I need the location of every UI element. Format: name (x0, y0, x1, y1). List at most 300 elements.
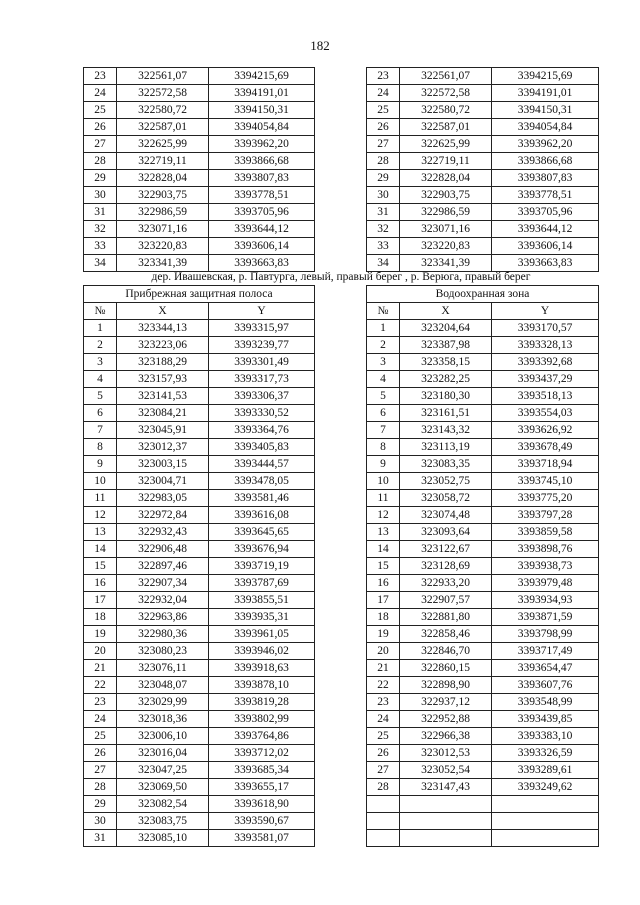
left-point-number: 16 (84, 575, 117, 592)
right-coord-x: 323161,51 (400, 405, 492, 422)
right-coord-y: 3393548,99 (492, 694, 599, 711)
right-coord-y: 3393898,76 (492, 541, 599, 558)
table-row (84, 221, 599, 238)
left-coord-x: 323006,10 (117, 728, 209, 745)
right-coord-y: 3393797,28 (492, 507, 599, 524)
table-gap (315, 119, 367, 136)
left-point-number: 19 (84, 626, 117, 643)
left-coord-x: 323341,39 (117, 255, 209, 272)
left-coord-y: 3393807,83 (209, 170, 315, 187)
table-gap (315, 187, 367, 204)
table-gap (315, 68, 367, 85)
right-point-number: 27 (367, 762, 400, 779)
left-coord-x: 322903,75 (117, 187, 209, 204)
left-coord-y: 3393802,99 (209, 711, 315, 728)
left-coord-x: 323080,23 (117, 643, 209, 660)
table-row (84, 643, 599, 660)
right-coord-y: 3393962,20 (492, 136, 599, 153)
right-point-number: 18 (367, 609, 400, 626)
right-coord-x: 323143,32 (400, 422, 492, 439)
left-coord-x: 322972,84 (117, 507, 209, 524)
right-point-number: 31 (367, 204, 400, 221)
left-coord-y: 3393655,17 (209, 779, 315, 796)
left-coord-y: 3393935,31 (209, 609, 315, 626)
left-coord-y: 3393866,68 (209, 153, 315, 170)
right-coord-x: 323282,25 (400, 371, 492, 388)
left-point-number: 26 (84, 745, 117, 762)
table-row (84, 422, 599, 439)
right-coord-y: 3394150,31 (492, 102, 599, 119)
left-coord-x: 322572,58 (117, 85, 209, 102)
right-point-number: 34 (367, 255, 400, 272)
right-coord-x: 323012,53 (400, 745, 492, 762)
table-row (84, 371, 599, 388)
right-point-number: 26 (367, 745, 400, 762)
right-coord-y: 3393170,57 (492, 320, 599, 337)
right-coord-x: 322986,59 (400, 204, 492, 221)
left-point-number: 8 (84, 439, 117, 456)
right-coord-y: 3393859,58 (492, 524, 599, 541)
right-point-number: 10 (367, 473, 400, 490)
left-coord-y: 3393364,76 (209, 422, 315, 439)
left-coord-x: 322897,46 (117, 558, 209, 575)
bottom-coordinates-table (83, 269, 599, 847)
left-coord-y: 3393764,86 (209, 728, 315, 745)
left-coord-x: 322963,86 (117, 609, 209, 626)
left-coord-x: 322906,48 (117, 541, 209, 558)
table-gap (315, 354, 367, 371)
table-row (84, 136, 599, 153)
left-coord-x: 322932,04 (117, 592, 209, 609)
left-coord-y: 3393712,02 (209, 745, 315, 762)
left-coord-x: 323029,99 (117, 694, 209, 711)
table-gap (315, 371, 367, 388)
left-coord-x: 323071,16 (117, 221, 209, 238)
right-coord-y: 3393866,68 (492, 153, 599, 170)
right-coord-x: 322719,11 (400, 153, 492, 170)
right-point-number: 33 (367, 238, 400, 255)
table-gap (315, 762, 367, 779)
right-coord-x: 323128,69 (400, 558, 492, 575)
left-coord-x: 322561,07 (117, 68, 209, 85)
left-coord-x: 322719,11 (117, 153, 209, 170)
right-coord-x: 322625,99 (400, 136, 492, 153)
left-coord-y: 3393616,08 (209, 507, 315, 524)
table-gap (315, 238, 367, 255)
left-coord-x: 322625,99 (117, 136, 209, 153)
right-coord-x: 323058,72 (400, 490, 492, 507)
left-coord-x: 323141,53 (117, 388, 209, 405)
left-point-number: 25 (84, 728, 117, 745)
left-coord-x: 323085,10 (117, 830, 209, 847)
table-row (84, 456, 599, 473)
table-gap (315, 813, 367, 830)
left-point-number: 2 (84, 337, 117, 354)
right-coord-y: 3393326,59 (492, 745, 599, 762)
table-gap (315, 439, 367, 456)
table-row (84, 762, 599, 779)
table-gap (315, 422, 367, 439)
left-point-number: 11 (84, 490, 117, 507)
right-coord-x: 323220,83 (400, 238, 492, 255)
right-coord-y: 3393626,92 (492, 422, 599, 439)
section-title-row (84, 269, 599, 286)
right-point-number: 23 (367, 68, 400, 85)
table-row (84, 102, 599, 119)
left-point-number: 20 (84, 643, 117, 660)
table-gap (315, 507, 367, 524)
left-coord-x: 323048,07 (117, 677, 209, 694)
left-point-number: 17 (84, 592, 117, 609)
table-gap (315, 575, 367, 592)
left-coord-y: 3393644,12 (209, 221, 315, 238)
right-point-number: 16 (367, 575, 400, 592)
table-row (84, 796, 599, 813)
table-row (84, 68, 599, 85)
table-gap (315, 660, 367, 677)
table-row (84, 541, 599, 558)
left-coord-y: 3393317,73 (209, 371, 315, 388)
right-point-number: 25 (367, 728, 400, 745)
header-y-right: Y (492, 303, 599, 320)
left-coord-y: 3394054,84 (209, 119, 315, 136)
table-gap (315, 745, 367, 762)
right-coord-y: 3393392,68 (492, 354, 599, 371)
right-point-number: 29 (367, 170, 400, 187)
left-point-number: 9 (84, 456, 117, 473)
left-point-number: 28 (84, 153, 117, 170)
table-row (84, 439, 599, 456)
right-coord-x: 322903,75 (400, 187, 492, 204)
right-coord-x: 322907,57 (400, 592, 492, 609)
table-gap (315, 541, 367, 558)
left-coord-x: 322828,04 (117, 170, 209, 187)
table-gap (315, 711, 367, 728)
right-coord-x: 322966,38 (400, 728, 492, 745)
right-coord-y: 3393383,10 (492, 728, 599, 745)
left-coord-y: 3393618,90 (209, 796, 315, 813)
left-coord-y: 3393663,83 (209, 255, 315, 272)
left-point-number: 25 (84, 102, 117, 119)
right-point-number: 17 (367, 592, 400, 609)
right-coord-x: 323113,19 (400, 439, 492, 456)
left-point-number: 29 (84, 796, 117, 813)
left-coord-x: 323076,11 (117, 660, 209, 677)
right-point-number: 26 (367, 119, 400, 136)
right-coord-x: 322898,90 (400, 677, 492, 694)
table-gap (315, 388, 367, 405)
right-coord-y: 3393705,96 (492, 204, 599, 221)
left-coord-y: 3393315,97 (209, 320, 315, 337)
left-coord-x: 322580,72 (117, 102, 209, 119)
right-point-number: 24 (367, 711, 400, 728)
table-gap (315, 337, 367, 354)
header-x-right: X (400, 303, 492, 320)
table-gap (315, 490, 367, 507)
left-coord-y: 3393918,63 (209, 660, 315, 677)
left-point-number: 13 (84, 524, 117, 541)
left-coord-y: 3393705,96 (209, 204, 315, 221)
table-gap (315, 592, 367, 609)
left-point-number: 31 (84, 204, 117, 221)
table-gap (315, 221, 367, 238)
right-point-number (367, 830, 400, 847)
left-coord-x: 322980,36 (117, 626, 209, 643)
right-coord-x: 323122,67 (400, 541, 492, 558)
left-coord-x: 323047,25 (117, 762, 209, 779)
table-row (84, 119, 599, 136)
right-point-number: 14 (367, 541, 400, 558)
right-point-number: 1 (367, 320, 400, 337)
right-coord-y: 3393778,51 (492, 187, 599, 204)
subtitle-row (84, 286, 599, 303)
right-coord-y: 3393717,49 (492, 643, 599, 660)
table-row (84, 405, 599, 422)
table-row (84, 153, 599, 170)
right-subtitle: Водоохранная зона (367, 286, 599, 303)
right-coord-x: 322580,72 (400, 102, 492, 119)
table-gap (315, 286, 367, 303)
right-coord-x: 323147,43 (400, 779, 492, 796)
left-coord-y: 3393581,46 (209, 490, 315, 507)
left-subtitle: Прибрежная защитная полоса (84, 286, 315, 303)
right-coord-y: 3393979,48 (492, 575, 599, 592)
table-gap (315, 320, 367, 337)
right-coord-x: 322952,88 (400, 711, 492, 728)
right-coord-x: 322860,15 (400, 660, 492, 677)
right-coord-y: 3393934,93 (492, 592, 599, 609)
right-point-number: 9 (367, 456, 400, 473)
right-coord-y: 3393807,83 (492, 170, 599, 187)
left-point-number: 12 (84, 507, 117, 524)
right-coord-x: 323071,16 (400, 221, 492, 238)
right-coord-x: 323180,30 (400, 388, 492, 405)
table-row (84, 779, 599, 796)
right-point-number: 2 (367, 337, 400, 354)
right-point-number: 3 (367, 354, 400, 371)
right-point-number: 6 (367, 405, 400, 422)
table-row (84, 728, 599, 745)
right-coord-y: 3393678,49 (492, 439, 599, 456)
left-coord-x: 323157,93 (117, 371, 209, 388)
right-coord-x: 322846,70 (400, 643, 492, 660)
right-point-number: 20 (367, 643, 400, 660)
table-row (84, 320, 599, 337)
table-gap (315, 728, 367, 745)
right-point-number: 28 (367, 779, 400, 796)
table-row (84, 473, 599, 490)
right-coord-x: 323204,64 (400, 320, 492, 337)
right-coord-y: 3393606,14 (492, 238, 599, 255)
left-coord-y: 3393778,51 (209, 187, 315, 204)
table-row (84, 238, 599, 255)
right-point-number: 5 (367, 388, 400, 405)
right-point-number (367, 813, 400, 830)
right-point-number: 7 (367, 422, 400, 439)
right-coord-x (400, 830, 492, 847)
table-gap (315, 558, 367, 575)
right-coord-y: 3393718,94 (492, 456, 599, 473)
left-point-number: 32 (84, 221, 117, 238)
left-point-number: 34 (84, 255, 117, 272)
right-coord-x: 322933,20 (400, 575, 492, 592)
right-coord-y: 3393518,13 (492, 388, 599, 405)
header-row (84, 303, 599, 320)
table-gap (315, 677, 367, 694)
left-point-number: 23 (84, 68, 117, 85)
right-coord-x: 323093,64 (400, 524, 492, 541)
table-gap (315, 830, 367, 847)
left-point-number: 30 (84, 813, 117, 830)
table-gap (315, 473, 367, 490)
table-gap (315, 524, 367, 541)
right-coord-y (492, 830, 599, 847)
right-coord-y: 3393439,85 (492, 711, 599, 728)
table-row (84, 204, 599, 221)
table-gap (315, 456, 367, 473)
left-coord-x: 322986,59 (117, 204, 209, 221)
table-gap (315, 779, 367, 796)
right-coord-x: 323074,48 (400, 507, 492, 524)
left-coord-x: 322932,43 (117, 524, 209, 541)
left-coord-x: 323220,83 (117, 238, 209, 255)
left-point-number: 24 (84, 711, 117, 728)
right-point-number: 19 (367, 626, 400, 643)
left-coord-y: 3393590,67 (209, 813, 315, 830)
left-point-number: 5 (84, 388, 117, 405)
table-gap (315, 796, 367, 813)
right-coord-y: 3393437,29 (492, 371, 599, 388)
left-point-number: 31 (84, 830, 117, 847)
right-point-number: 28 (367, 153, 400, 170)
left-coord-y: 3393581,07 (209, 830, 315, 847)
table-row (84, 660, 599, 677)
table-gap (315, 694, 367, 711)
table-gap (315, 303, 367, 320)
left-coord-y: 3393878,10 (209, 677, 315, 694)
left-point-number: 15 (84, 558, 117, 575)
right-point-number: 22 (367, 677, 400, 694)
right-coord-y: 3393775,20 (492, 490, 599, 507)
left-coord-y: 3393239,77 (209, 337, 315, 354)
right-coord-x: 322858,46 (400, 626, 492, 643)
left-point-number: 27 (84, 762, 117, 779)
table-row (84, 592, 599, 609)
left-coord-y: 3393819,28 (209, 694, 315, 711)
top-coordinates-table (83, 67, 599, 272)
right-coord-x: 322587,01 (400, 119, 492, 136)
table-gap (315, 609, 367, 626)
left-coord-y: 3393676,94 (209, 541, 315, 558)
table-gap (315, 626, 367, 643)
left-coord-x: 323045,91 (117, 422, 209, 439)
left-coord-y: 3393645,65 (209, 524, 315, 541)
left-coord-x: 323016,04 (117, 745, 209, 762)
right-coord-x: 323341,39 (400, 255, 492, 272)
table-row (84, 388, 599, 405)
table-row (84, 354, 599, 371)
right-coord-y: 3393871,59 (492, 609, 599, 626)
left-point-number: 7 (84, 422, 117, 439)
table-gap (315, 153, 367, 170)
left-coord-x: 323084,21 (117, 405, 209, 422)
table-gap (315, 170, 367, 187)
left-coord-y: 3393855,51 (209, 592, 315, 609)
left-coord-y: 3394215,69 (209, 68, 315, 85)
left-coord-y: 3393719,19 (209, 558, 315, 575)
right-point-number: 32 (367, 221, 400, 238)
left-coord-x: 323082,54 (117, 796, 209, 813)
left-coord-y: 3393478,05 (209, 473, 315, 490)
right-coord-x: 322828,04 (400, 170, 492, 187)
header-no-left: № (84, 303, 117, 320)
table-row (84, 694, 599, 711)
right-coord-y: 3393745,10 (492, 473, 599, 490)
table-gap (315, 405, 367, 422)
right-point-number: 24 (367, 85, 400, 102)
table-gap (315, 204, 367, 221)
right-coord-y: 3393644,12 (492, 221, 599, 238)
left-coord-y: 3393606,14 (209, 238, 315, 255)
table-gap (315, 136, 367, 153)
right-point-number: 4 (367, 371, 400, 388)
left-coord-y: 3393301,49 (209, 354, 315, 371)
left-point-number: 4 (84, 371, 117, 388)
table-row (84, 490, 599, 507)
right-coord-x: 323052,54 (400, 762, 492, 779)
table-row (84, 85, 599, 102)
table-row (84, 575, 599, 592)
right-point-number: 11 (367, 490, 400, 507)
right-coord-y: 3393554,03 (492, 405, 599, 422)
left-coord-x: 323069,50 (117, 779, 209, 796)
table-gap (315, 85, 367, 102)
right-point-number: 25 (367, 102, 400, 119)
left-coord-y: 3393444,57 (209, 456, 315, 473)
right-point-number: 12 (367, 507, 400, 524)
right-coord-x: 323387,98 (400, 337, 492, 354)
header-x-left: X (117, 303, 209, 320)
left-coord-x: 323083,75 (117, 813, 209, 830)
right-coord-y: 3394191,01 (492, 85, 599, 102)
right-coord-y: 3393654,47 (492, 660, 599, 677)
left-point-number: 1 (84, 320, 117, 337)
right-coord-x: 322937,12 (400, 694, 492, 711)
table-row (84, 745, 599, 762)
table-row (84, 507, 599, 524)
table-row (84, 813, 599, 830)
right-coord-y (492, 796, 599, 813)
left-coord-x: 323344,13 (117, 320, 209, 337)
left-point-number: 33 (84, 238, 117, 255)
right-point-number (367, 796, 400, 813)
table-row (84, 187, 599, 204)
left-point-number: 14 (84, 541, 117, 558)
left-point-number: 22 (84, 677, 117, 694)
right-point-number: 30 (367, 187, 400, 204)
left-point-number: 21 (84, 660, 117, 677)
left-point-number: 10 (84, 473, 117, 490)
right-coord-y: 3393607,76 (492, 677, 599, 694)
left-coord-x: 322983,05 (117, 490, 209, 507)
left-coord-x: 323004,71 (117, 473, 209, 490)
right-coord-y: 3394215,69 (492, 68, 599, 85)
header-y-left: Y (209, 303, 315, 320)
right-coord-x: 323083,35 (400, 456, 492, 473)
table-row (84, 609, 599, 626)
right-coord-x: 322561,07 (400, 68, 492, 85)
right-point-number: 27 (367, 136, 400, 153)
